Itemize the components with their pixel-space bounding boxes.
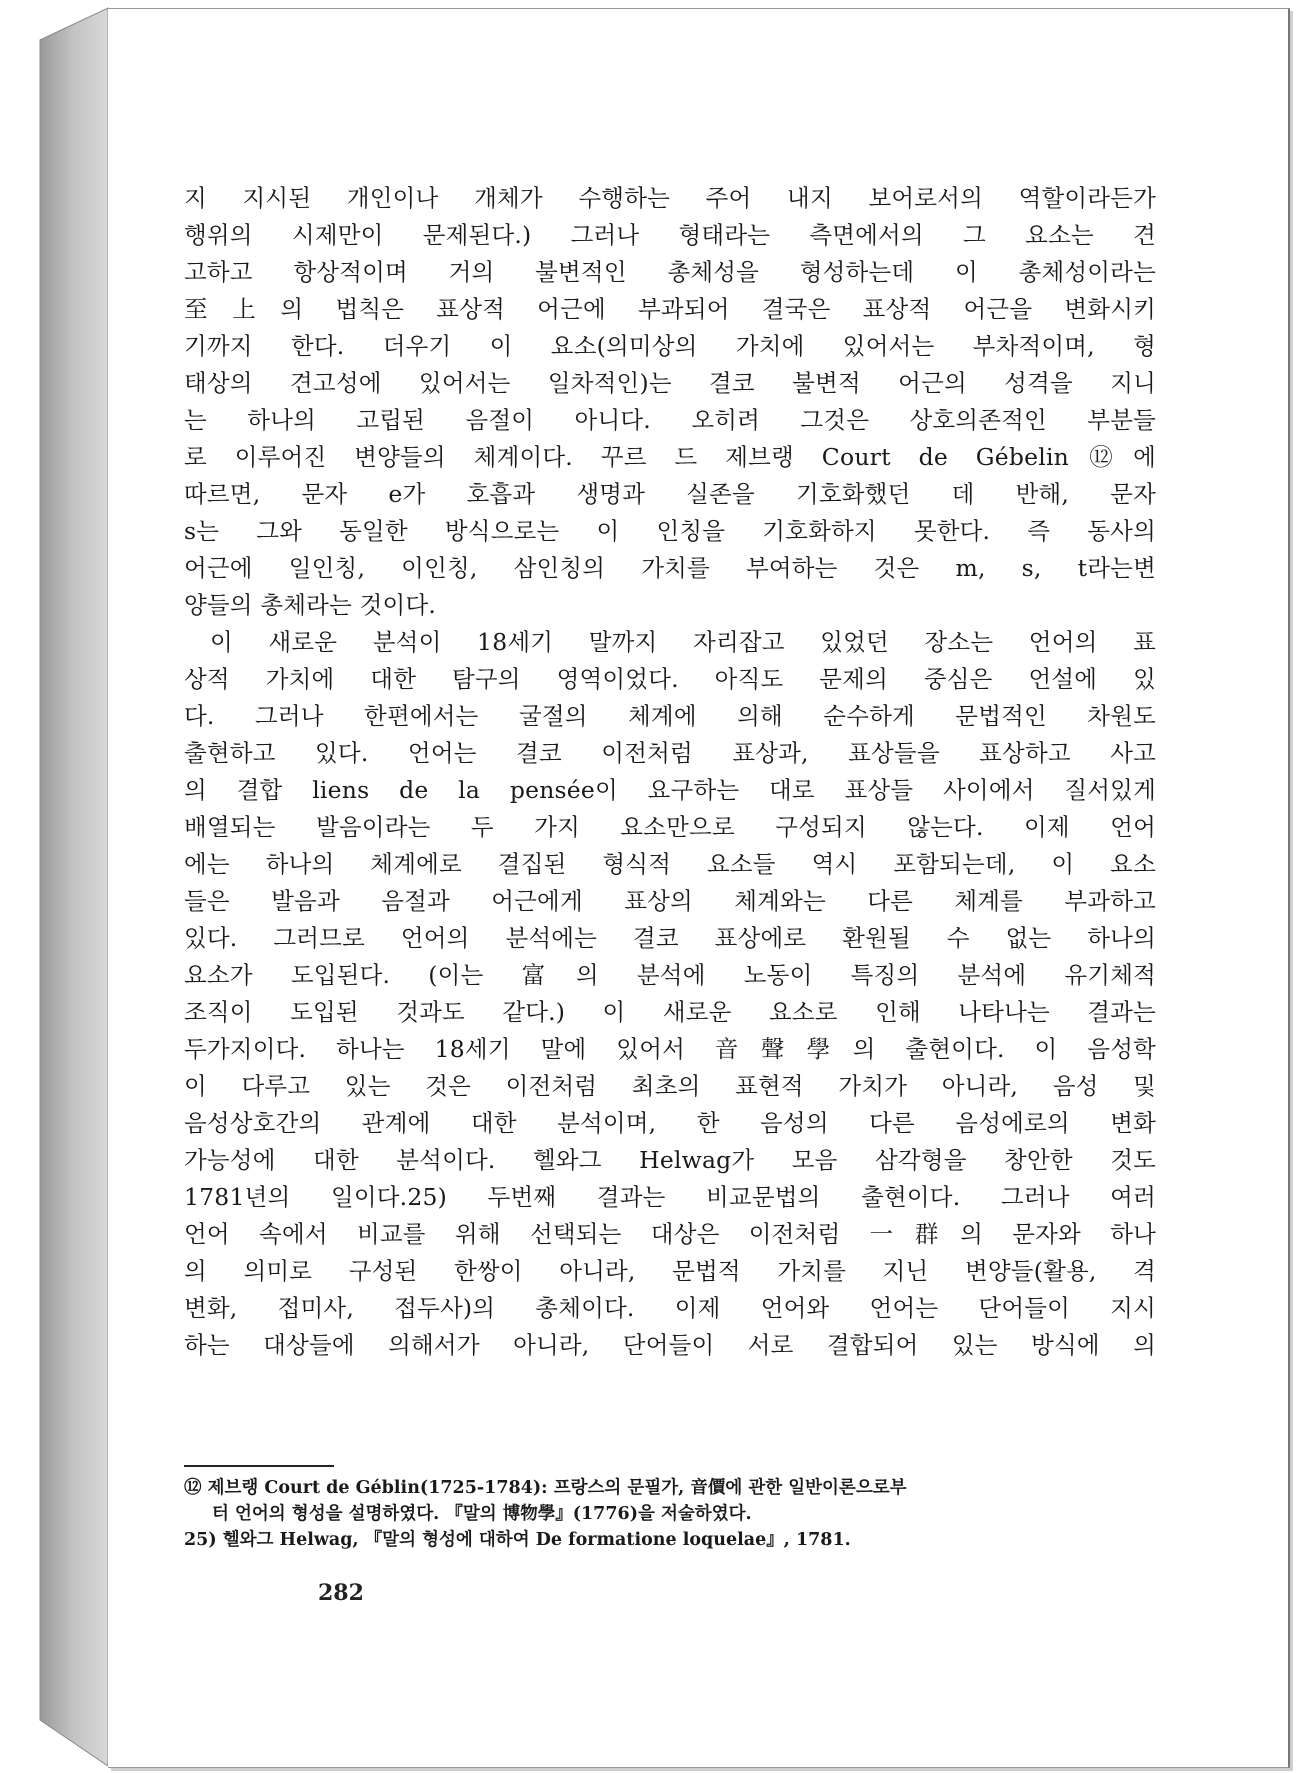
body-line: 음성상호간의 관계에 대한 분석이며, 한 음성의 다른 음성에로의 변화 <box>184 1109 1156 1137</box>
body-line: 이 새로운 분석이 18세기 말까지 자리잡고 있었던 장소는 언어의 표 <box>210 628 1156 656</box>
body-line: 至上의 법칙은 표상적 어근에 부과되어 결국은 표상적 어근을 변화시키 <box>184 295 1156 323</box>
body-line: 에는 하나의 체계에로 결집된 형식적 요소들 역시 포함되는데, 이 요소 <box>184 850 1156 878</box>
body-line: 태상의 견고성에 있어서는 일차적인)는 결코 불변적 어근의 성격을 지니 <box>184 369 1156 397</box>
body-line: 있다. 그러므로 언어의 분석에는 결코 표상에로 환원될 수 없는 하나의 <box>184 924 1156 952</box>
body-line: 로 이루어진 변양들의 체계이다. 꾸르 드 제브랭 Court de Gébelin⑫에 <box>184 443 1156 471</box>
body-line: 들은 발음과 음절과 어근에게 표상의 체계와는 다른 체계를 부과하고 <box>184 887 1156 915</box>
body-text <box>184 180 1156 1364</box>
page-number: 282 <box>318 1580 364 1606</box>
body-line: 행위의 시제만이 문제된다.) 그러나 형태라는 측면에서의 그 요소는 견 <box>184 221 1156 249</box>
body-line: 기까지 한다. 더우기 이 요소(의미상의 가치에 있어서는 부차적이며, 형 <box>184 332 1156 360</box>
footnote-25: 25) 헬와그 Helwag, 『말의 형성에 대하여 De formatione loquelae』, 1781. <box>184 1530 851 1550</box>
body-line: 상적 가치에 대한 탐구의 영역이었다. 아직도 문제의 중심은 언설에 있 <box>184 665 1156 693</box>
body-line: 지 지시된 개인이나 개체가 수행하는 주어 내지 보어로서의 역할이라든가 <box>184 184 1156 212</box>
body-line: 가능성에 대한 분석이다. 헬와그 Helwag가 모음 삼각형을 창안한 것도 <box>184 1146 1156 1174</box>
body-line: 하는 대상들에 의해서가 아니라, 단어들이 서로 결합되어 있는 방식에 의 <box>184 1331 1156 1359</box>
book-spine <box>0 0 120 1773</box>
body-line: 언어 속에서 비교를 위해 선택되는 대상은 이전처럼 一群의 문자와 하나 <box>184 1220 1156 1248</box>
footnote-12-continued: 터 언어의 형성을 설명하였다. 『말의 博物學』(1776)을 저술하였다. <box>212 1504 752 1524</box>
footnote-rule <box>184 1465 334 1467</box>
body-line: 의 결합 liens de la pensée이 요구하는 대로 표상들 사이에서 질서있게 <box>184 776 1156 804</box>
body-line: 1781년의 일이다.25) 두번째 결과는 비교문법의 출현이다. 그러나 여러 <box>184 1183 1156 1211</box>
body-line: 조직이 도입된 것과도 같다.) 이 새로운 요소로 인해 나타나는 결과는 <box>184 998 1156 1026</box>
body-line: 어근에 일인칭, 이인칭, 삼인칭의 가치를 부여하는 것은 m, s, t라는변 <box>184 554 1156 582</box>
footnotes <box>184 1475 1156 1553</box>
body-line: 는 하나의 고립된 음절이 아니다. 오히려 그것은 상호의존적인 부분들 <box>184 406 1156 434</box>
body-line: 변화, 접미사, 접두사)의 총체이다. 이제 언어와 언어는 단어들이 지시 <box>184 1294 1156 1322</box>
body-line: 출현하고 있다. 언어는 결코 이전처럼 표상과, 표상들을 표상하고 사고 <box>184 739 1156 767</box>
body-line: 의 의미로 구성된 한쌍이 아니라, 문법적 가치를 지닌 변양들(활용, 격 <box>184 1257 1156 1285</box>
body-line: 고하고 항상적이며 거의 불변적인 총체성을 형성하는데 이 총체성이라는 <box>184 258 1156 286</box>
body-line: 양들의 총체라는 것이다. <box>184 591 437 619</box>
body-line: 따르면, 문자 e가 호흡과 생명과 실존을 기호화했던 데 반해, 문자 <box>184 480 1156 508</box>
body-line: 배열되는 발음이라는 두 가지 요소만으로 구성되지 않는다. 이제 언어 <box>184 813 1156 841</box>
body-line: s는 그와 동일한 방식으로는 이 인칭을 기호화하지 못한다. 즉 동사의 <box>184 517 1156 545</box>
body-line: 다. 그러나 한편에서는 굴절의 체계에 의해 순수하게 문법적인 차원도 <box>184 702 1156 730</box>
body-line: 이 다루고 있는 것은 이전처럼 최초의 표현적 가치가 아니라, 음성 및 <box>184 1072 1156 1100</box>
body-line: 요소가 도입된다. (이는 富의 분석에 노동이 특징의 분석에 유기체적 <box>184 961 1156 989</box>
footnote-12: ⑫ 제브랭 Court de Géblin(1725-1784): 프랑스의 문필가, 音價에 관한 일반이론으로부 <box>184 1478 907 1498</box>
body-line: 두가지이다. 하나는 18세기 말에 있어서 音聲學의 출현이다. 이 음성학 <box>184 1035 1156 1063</box>
